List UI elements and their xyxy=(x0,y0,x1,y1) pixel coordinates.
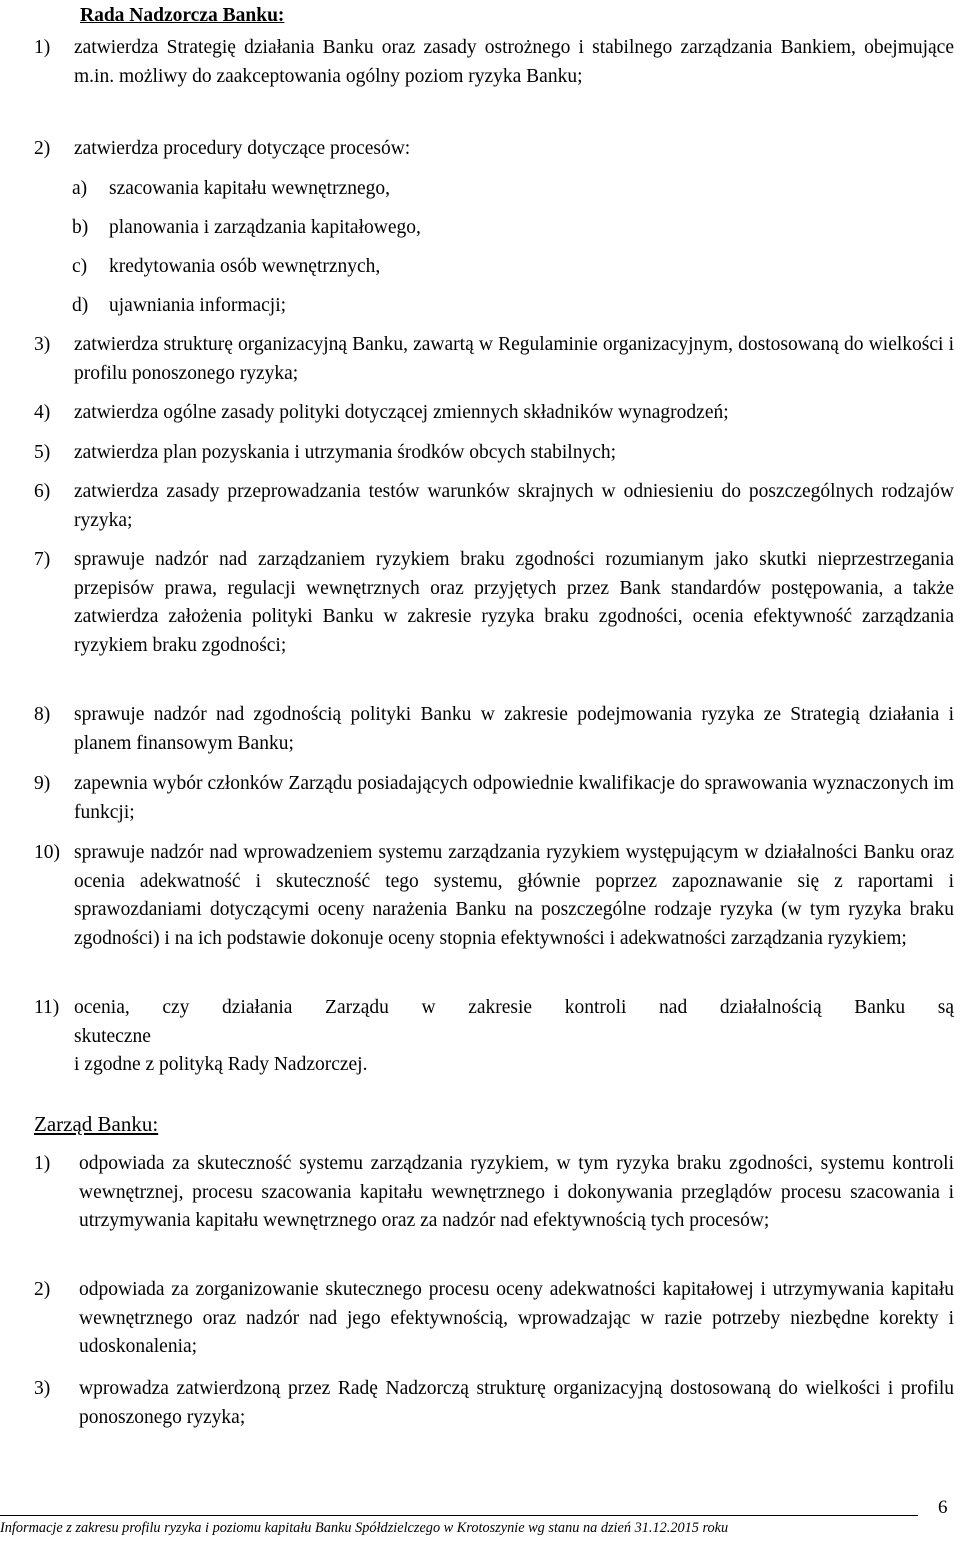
list-item-text: zatwierdza strukturę organizacyjną Banku, zawartą w Regulaminie organizacyjnym, dostosowaną do wielkości i profilu ponoszonego ryzyka; xyxy=(74,334,954,384)
list-item-number: 5) xyxy=(34,442,51,463)
list-item-text: zatwierdza plan pozyskania i utrzymania środków obcych stabilnych; xyxy=(74,442,617,463)
list-item-text: zatwierdza zasady przeprowadzania testów warunków skrajnych w odniesieniu do poszczególnych rodzajów ryzyka; xyxy=(74,481,954,531)
list-item-text: sprawuje nadzór nad wprowadzeniem systemu zarządzania ryzykiem występującym w działalności Banku oraz ocenia adekwatność i skuteczność tego systemu, głównie poprzez zapoznawanie się z raportami i sprawozdaniami dotyczącymi oceny narażenia Banku na poszczególne rodzaje ryzyka (w tym ryzyka braku zgodności) i na ich podstawie dokonuje oceny stopnia efektywności i adekwatności zarządzania ryzykiem; xyxy=(74,842,954,949)
list-item xyxy=(34,478,954,535)
list-item-text: wprowadza zatwierdzoną przez Radę Nadzorczą strukturę organizacyjną dostosowaną do wielkości i profilu ponoszonego ryzyka; xyxy=(79,1378,954,1428)
list-item xyxy=(34,546,954,660)
list-item-text: sprawuje nadzór nad zgodnością polityki Banku w zakresie podejmowania ryzyka ze Strategią działania i planem finansowym Banku; xyxy=(74,704,954,754)
list-item-text: zatwierdza ogólne zasady polityki dotyczącej zmiennych składników wynagrodzeń; xyxy=(74,402,729,423)
list-item-number: 1) xyxy=(34,1153,51,1174)
list-item xyxy=(34,331,954,388)
sub-list-item-text: kredytowania osób wewnętrznych, xyxy=(109,256,381,277)
list-item-number: 1) xyxy=(34,37,51,58)
list-item xyxy=(34,994,954,1080)
sub-list-item-letter: b) xyxy=(72,217,89,238)
list-item xyxy=(34,1375,954,1432)
section-heading-supervisory-board: Rada Nadzorcza Banku: xyxy=(80,5,285,26)
list-item-number: 6) xyxy=(34,481,51,502)
list-item xyxy=(34,1150,954,1236)
list-item-text: zatwierdza procedury dotyczące procesów: xyxy=(74,138,411,159)
list-item-number: 11) xyxy=(34,997,60,1018)
list-item xyxy=(34,839,954,953)
sub-list-item-text: szacowania kapitału wewnętrznego, xyxy=(109,178,390,199)
list-item-text-line-1: ocenia, czy działania Zarządu w zakresie kontroli nad działalnością Banku są xyxy=(74,997,954,1018)
list-item-text: odpowiada za zorganizowanie skutecznego procesu oceny adekwatności kapitałowej i utrzymywania kapitału wewnętrznego oraz nadzór nad jego efektywnością, wprowadzając w razie potrzeby niezbędne korekty i udoskonalenia; xyxy=(79,1279,954,1358)
list-item-number: 3) xyxy=(34,334,51,355)
page-number: 6 xyxy=(938,1497,948,1518)
sub-list-item-letter: d) xyxy=(72,295,89,316)
list-item-text: sprawuje nadzór nad zarządzaniem ryzykiem braku zgodności rozumianym jako skutki nieprzestrzegania przepisów prawa, regulacji wewnętrznych oraz przyjętych przez Bank standardów postępowania, a także zatwierdza założenia polityki Banku w zakresie ryzyka braku zgodności, ocenia efektywność zarządzania ryzykiem braku zgodności; xyxy=(74,549,954,656)
sub-list-item-letter: a) xyxy=(72,178,88,199)
list-item xyxy=(34,135,954,164)
footer-text: Informacje z zakresu profilu ryzyka i poziomu kapitału Banku Spółdzielczego w Krotoszynie wg stanu na dzień 31.12.2015 roku xyxy=(0,1520,729,1536)
list-item-text: zatwierdza Strategię działania Banku oraz zasady ostrożnego i stabilnego zarządzania Bankiem, obejmujące m.in. możliwy do zaakceptowania ogólny poziom ryzyka Banku; xyxy=(74,37,954,87)
footer-divider xyxy=(0,1515,918,1516)
list-item xyxy=(34,1276,954,1362)
list-item-number: 10) xyxy=(34,842,60,863)
list-item xyxy=(34,34,954,91)
list-item xyxy=(34,770,954,827)
list-item-number: 2) xyxy=(34,1279,51,1300)
sub-list-item-text: ujawniania informacji; xyxy=(109,295,287,316)
list-item-number: 3) xyxy=(34,1378,51,1399)
list-item-number: 2) xyxy=(34,138,51,159)
list-item xyxy=(34,439,954,468)
list-item xyxy=(34,701,954,758)
list-item-number: 7) xyxy=(34,549,51,570)
list-item-text: zapewnia wybór członków Zarządu posiadających odpowiednie kwalifikacje do sprawowania wyznaczonych im funkcji; xyxy=(74,773,954,823)
list-item xyxy=(34,399,954,428)
list-item-text: odpowiada za skuteczność systemu zarządzania ryzykiem, w tym ryzyka braku zgodności, systemu kontroli wewnętrznej, procesu szacowania kapitału wewnętrznego i dokonywania przeglądów procesu szacowania i utrzymywania kapitału wewnętrznego oraz za nadzór nad efektywnością tych procesów; xyxy=(79,1153,954,1232)
list-item-text-line-3: i zgodne z polityką Rady Nadzorczej. xyxy=(74,1054,368,1076)
sub-list-item-letter: c) xyxy=(72,256,88,277)
section-heading-management-board: Zarząd Banku: xyxy=(34,1112,159,1136)
list-item-text-line-2: skuteczne xyxy=(74,1025,151,1047)
list-item-number: 8) xyxy=(34,704,51,725)
sub-list-item-text: planowania i zarządzania kapitałowego, xyxy=(109,217,421,238)
list-item-number: 4) xyxy=(34,402,51,423)
list-item-number: 9) xyxy=(34,773,51,794)
